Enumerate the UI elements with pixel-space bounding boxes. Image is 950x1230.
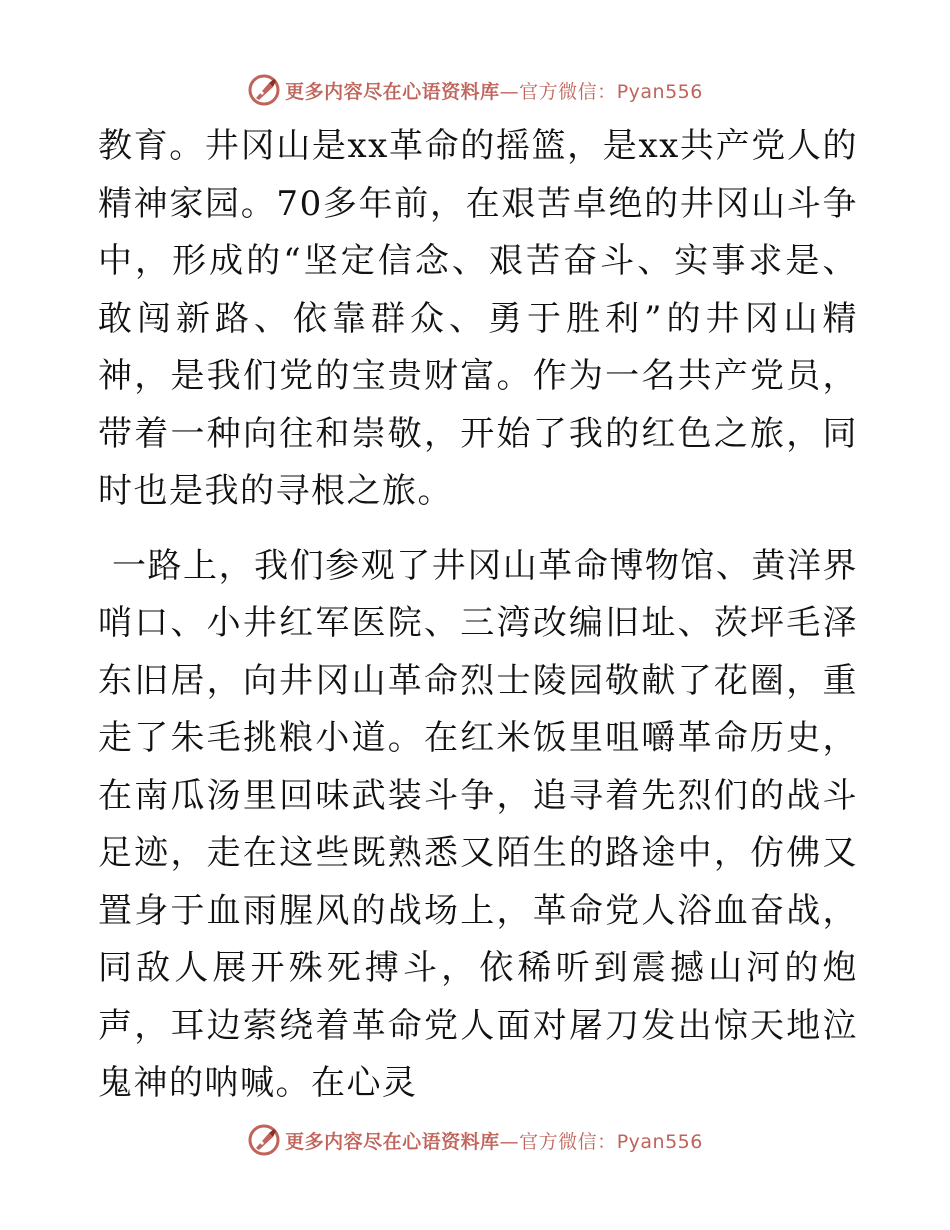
header-brand: 更多内容尽在心语资料库: [285, 80, 500, 103]
footer-banner: [0, 1120, 950, 1160]
header-account: Pyan556: [616, 80, 703, 103]
pen-nib-logo-icon: [247, 1123, 281, 1157]
header-wechat-label: 官方微信：: [519, 80, 617, 103]
header-banner: [0, 70, 950, 110]
footer-brand: 更多内容尽在心语资料库: [285, 1130, 500, 1153]
footer-account: Pyan556: [616, 1130, 703, 1153]
header-separator: —: [499, 80, 520, 103]
pen-nib-logo-icon: [247, 73, 281, 107]
footer-banner-text: [285, 1127, 703, 1154]
footer-wechat-label: 官方微信：: [519, 1130, 617, 1153]
footer-separator: —: [499, 1130, 520, 1153]
paragraph-2: 一路上，我们参观了井冈山革命博物馆、黄洋界哨口、小井红军医院、三湾改编旧址、茨坪毛泽东旧居，向井冈山革命烈士陵园敬献了花圈，重走了朱毛挑粮小道。在红米饭里咀嚼革命历史，在南瓜汤里回味武装斗争，追寻着先烈们的战斗足迹，走在这些既熟悉又陌生的路途中，仿佛又置身于血雨腥风的战场上，革命党人浴血奋战，同敌人展开殊死搏斗，依稀听到震撼山河的炮声，耳边萦绕着革命党人面对屠刀发出惊天地泣鬼神的呐喊。在心灵: [98, 545, 858, 1103]
header-banner-text: [285, 77, 703, 104]
paragraph-1: 教育。井冈山是xx革命的摇篮，是xx共产党人的精神家园。70多年前，在艰苦卓绝的井冈山斗争中，形成的“坚定信念、艰苦奋斗、实事求是、敢闯新路、依靠群众、勇于胜利”的井冈山精神，是我们党的宝贵财富。作为一名共产党员，带着一种向往和崇敬，开始了我的红色之旅，同时也是我的寻根之旅。: [98, 126, 858, 511]
document-body: [98, 118, 858, 1113]
